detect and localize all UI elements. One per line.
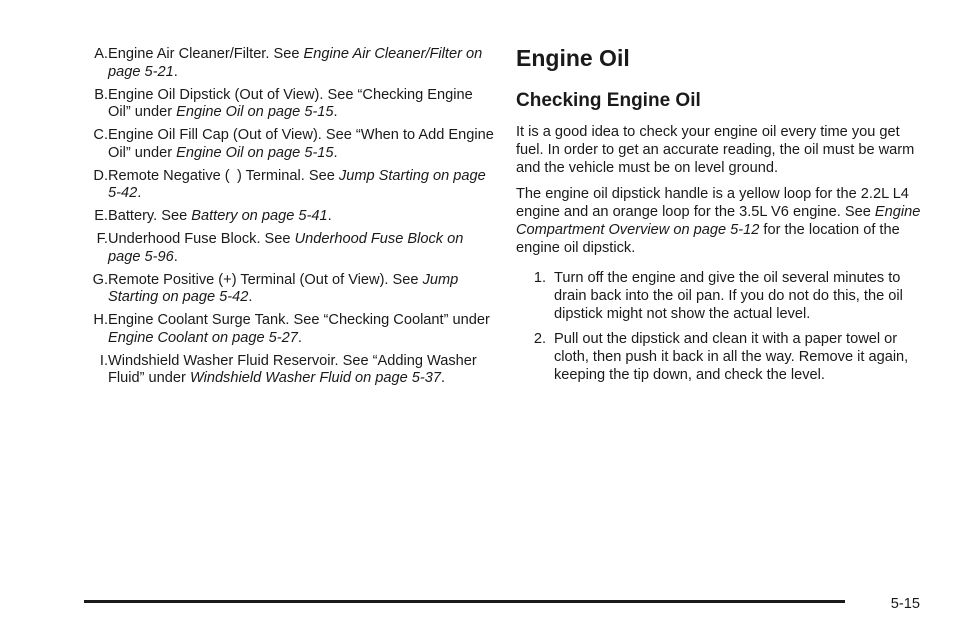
steps-list <box>516 269 921 384</box>
section-title: Engine Oil <box>516 45 630 71</box>
cross-reference-link[interactable]: Jump Starting on page 5-42 <box>108 271 459 305</box>
legend-text: Engine Coolant Surge Tank. See “Checking Coolant” under Engine Coolant on page 5-27. <box>108 312 490 346</box>
legend-item-d <box>80 168 495 203</box>
cross-reference-link[interactable]: Battery on page 5-41 <box>191 208 328 224</box>
step-text: Pull out the dipstick and clean it with a paper towel or cloth, then push it back in all the way. Remove it again, keeping the tip down, and check the level. <box>554 331 909 383</box>
cross-reference-link[interactable]: Windshield Washer Fluid on page 5-37 <box>189 370 442 386</box>
legend-letter: A. <box>94 46 108 62</box>
legend-letter: I. <box>99 352 108 369</box>
step-number: 1. <box>533 270 546 286</box>
component-legend <box>80 46 495 393</box>
legend-text: Underhood Fuse Block. See Underhood Fuse Block on page 5-96. <box>108 231 464 265</box>
cross-reference-link[interactable]: Jump Starting on page 5-42 <box>108 167 486 201</box>
section-subtitle: Checking Engine Oil <box>516 90 701 111</box>
legend-text: Engine Oil Dipstick (Out of View). See “Checking Engine Oil” under Engine Oil on page 5-15. <box>108 86 473 120</box>
list-item <box>516 269 921 323</box>
legend-item-g <box>80 272 495 307</box>
legend-text: Remote Positive (+) Terminal (Out of View). See Jump Starting on page 5-42. <box>108 271 459 305</box>
legend-text: Remote Negative ( ) Terminal. See Jump Starting on page 5-42. <box>108 167 486 201</box>
legend-letter: G. <box>92 271 108 288</box>
cross-reference-link[interactable]: Underhood Fuse Block on page 5-96 <box>108 231 464 265</box>
footer-divider <box>84 600 845 603</box>
legend-item-c <box>80 127 495 162</box>
legend-letter: F. <box>96 231 108 247</box>
cross-reference-link[interactable]: Engine Oil on page 5-15 <box>176 104 334 120</box>
legend-text: Windshield Washer Fluid Reservoir. See “Adding Washer Fluid” under Windshield Washer Fluid on page 5-37. <box>108 352 477 386</box>
step-text: Turn off the engine and give the oil several minutes to drain back into the oil pan. If you do not do this, the oil dipstick might not show the actual level. <box>554 270 903 322</box>
cross-reference-link[interactable]: Engine Coolant on page 5-27 <box>108 329 298 346</box>
legend-item-f <box>80 231 495 266</box>
legend-item-a <box>80 46 495 81</box>
cross-reference-link[interactable]: Engine Compartment Overview on page 5-12 <box>516 204 921 238</box>
cross-reference-link[interactable]: Engine Air Cleaner/Filter on page 5-21 <box>108 46 483 80</box>
legend-item-e <box>80 208 495 226</box>
legend-item-i <box>80 353 495 388</box>
legend-item-h <box>80 312 495 347</box>
intro-paragraph: It is a good idea to check your engine oil every time you get fuel. In order to get an accurate reading, the oil must be warm and the vehicle must be on level ground. <box>516 124 915 176</box>
page-number: 5-15 <box>890 596 920 612</box>
cross-reference-link[interactable]: Engine Oil on page 5-15 <box>176 144 334 161</box>
dipstick-paragraph: The engine oil dipstick handle is a yellow loop for the 2.2L L4 engine and an orange loop for the 3.5L V6 engine. See Engine Compartment Overview on page 5-12 for the location of the engine oil dipstick. <box>516 186 921 256</box>
legend-text: Engine Air Cleaner/Filter. See Engine Air Cleaner/Filter on page 5-21. <box>108 46 483 80</box>
legend-letter: E. <box>94 208 108 224</box>
legend-text: Engine Oil Fill Cap (Out of View). See “When to Add Engine Oil” under Engine Oil on page 5-15. <box>108 127 494 161</box>
legend-text: Battery. See Battery on page 5-41. <box>108 208 332 224</box>
legend-letter: D. <box>93 167 108 184</box>
legend-letter: H. <box>93 312 108 328</box>
legend-letter: B. <box>94 86 108 103</box>
legend-item-b <box>80 87 495 122</box>
engine-oil-section <box>516 44 921 391</box>
list-item <box>516 330 921 384</box>
legend-letter: C. <box>93 127 108 143</box>
step-number: 2. <box>533 331 546 347</box>
